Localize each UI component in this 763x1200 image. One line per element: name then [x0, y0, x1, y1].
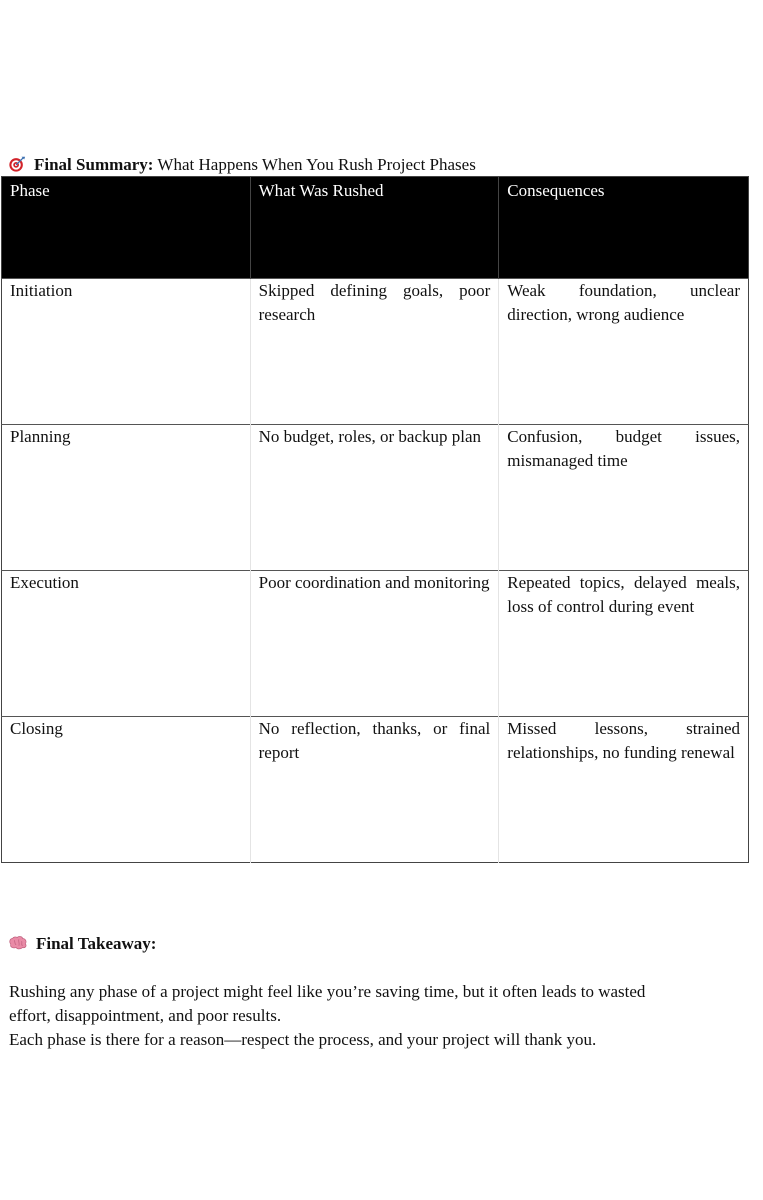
- table-header-row: [2, 177, 749, 279]
- consequences-cell: Confusion, budget issues, mismanaged time: [499, 425, 749, 571]
- column-header-consequences: Consequences: [499, 177, 749, 279]
- rushed-cell: Poor coordination and monitoring: [250, 571, 499, 717]
- phases-table: [1, 176, 749, 863]
- takeaway-title: Final Takeaway:: [36, 934, 157, 953]
- table-row: [2, 425, 749, 571]
- brain-icon: [8, 935, 28, 951]
- consequences-cell: Weak foundation, unclear direction, wrong audience: [499, 279, 749, 425]
- summary-heading-bold: Final Summary:: [34, 155, 154, 174]
- table-row: [2, 571, 749, 717]
- phase-cell: Execution: [2, 571, 251, 717]
- phase-cell: Initiation: [2, 279, 251, 425]
- phase-cell: Closing: [2, 717, 251, 863]
- phase-cell: Planning: [2, 425, 251, 571]
- consequences-cell: Missed lessons, strained relationships, no funding renewal: [499, 717, 749, 863]
- column-header-rushed: What Was Rushed: [250, 177, 499, 279]
- takeaway-heading: [8, 933, 156, 955]
- rushed-cell: Skipped defining goals, poor research: [250, 279, 499, 425]
- table-row: [2, 717, 749, 863]
- rushed-cell: No reflection, thanks, or final report: [250, 717, 499, 863]
- target-icon: [8, 155, 26, 173]
- column-header-phase: Phase: [2, 177, 251, 279]
- table-row: [2, 279, 749, 425]
- consequences-cell: Repeated topics, delayed meals, loss of control during event: [499, 571, 749, 717]
- takeaway-paragraph: Each phase is there for a reason—respect the process, and your project will thank you.: [9, 1030, 597, 1049]
- summary-heading-text: What Happens When You Rush Project Phases: [153, 155, 476, 174]
- summary-heading: [8, 154, 476, 176]
- takeaway-body: [9, 980, 669, 1052]
- rushed-cell: No budget, roles, or backup plan: [250, 425, 499, 571]
- takeaway-paragraph: Rushing any phase of a project might feel like you’re saving time, but it often leads to wasted effort, disappointment, and poor results.: [9, 982, 646, 1025]
